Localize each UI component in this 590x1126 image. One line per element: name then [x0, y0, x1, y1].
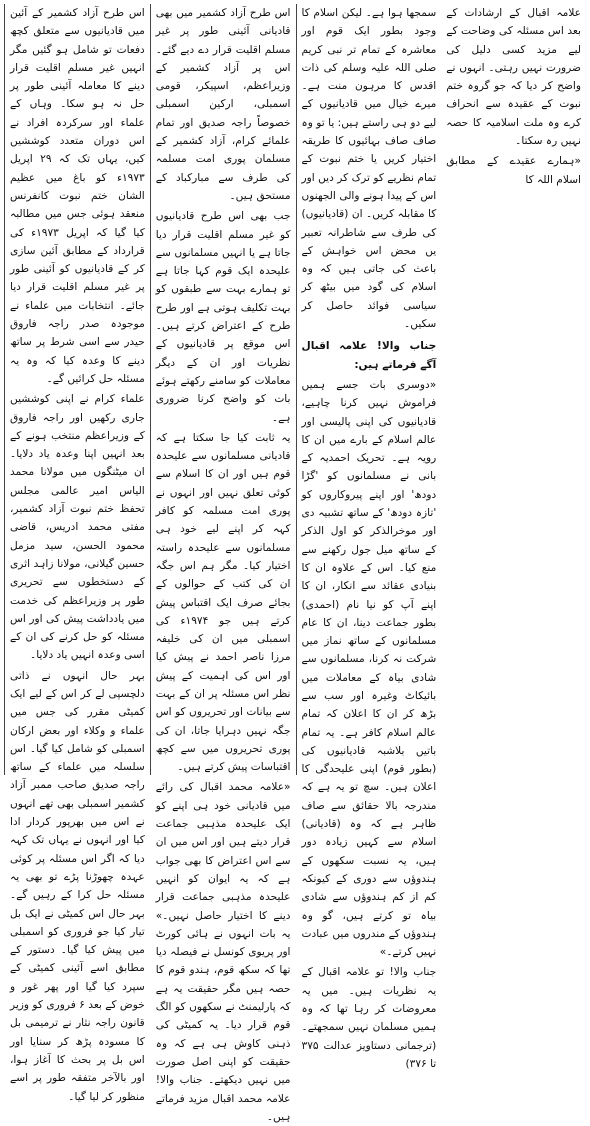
- column-4-paragraph-1: علامہ اقبال کے ارشادات کے بعد اس مسئلہ کی وضاحت کے لیے مزید کسی دلیل کی ضرورت نہیں رہتی۔ انہوں نے واضح کر دیا کہ جو گروہ ختم نبوت کے عقیدہ سے انحراف کرے وہ ملت اسلامیہ کا حصہ نہیں رہ سکتا۔: [446, 7, 581, 148]
- column-1-paragraph-1: اس طرح آزاد کشمیر کے آئین میں قادیانیوں سے متعلق کچھ دفعات تو شامل ہو گئیں مگر انہیں غیر مسلم اقلیت قرار دینے کا معاملہ آئینی طور پر حل نہ ہو سکا۔ وہاں کے علماء اور سرکردہ افراد نے اس دوران متعدد کوششیں کیں، یہاں تک کہ ۲۹ اپریل ۱۹۷۳ء کو باغ میں عظیم الشان ختم نبوت کانفرنس منعقد ہوئی جس میں مطالبہ کیا گیا کہ اپریل ۱۹۷۳ء کی قرارداد کے مطابق آئین سازی کر کے قادیانیوں کو آئینی طور پر غیر مسلم اقلیت قرار دیا جائے۔ انتخابات میں علماء نے موجودہ صدر راجہ فاروق حیدر سے اسی شرط پر ساتھ دینے کا وعدہ کیا کہ وہ یہ مسئلہ حل کرائیں گے۔: [10, 7, 145, 385]
- column-3-paragraph-4: جناب والا! تو علامہ اقبال کے یہ نظریات ہیں۔ میں یہ معروضات کر رہا تھا کہ وہ ہمیں مسلمان نہیں سمجھتے۔ (ترجمانی دستاویز عدالت ۳۷۵ تا ۳۷۶): [301, 966, 437, 1070]
- column-3-lead-in: جناب والا! علامہ اقبال آگے فرماتے ہیں:: [301, 340, 437, 371]
- column-1-paragraph-3: بہر حال انہوں نے ذاتی دلچسپی لے کر اس کے لیے ایک کمیٹی مقرر کی جس میں علماء و وکلاء اور بعض ارکان اسمبلی کو شامل کیا گیا۔ اس سلسلہ میں علماء کے ساتھ راجہ صدیق صاحب ممبر آزاد کشمیر اسمبلی بھی تھے انہوں نے اس میں بھرپور کردار ادا کیا اور انہوں نے یہاں تک کہہ دیا کہ اگر اس مسئلہ پر کوئی عہدہ چھوڑنا پڑے تو بھی یہ مسئلہ حل کرا کے رہیں گے۔ بہر حال اس کمیٹی نے ایک بل تیار کیا جو فروری کو اسمبلی میں پیش کیا گیا۔ دستور کے مطابق اسے آئینی کمیٹی کے سپرد کیا گیا اور پھر غور و خوض کے بعد ۶ فروری کو وزیر قانون راجہ نثار نے ترمیمی بل کا مسودہ پڑھ کر سنایا اور اس بل پر بحث کا آغاز ہوا، اور بالآخر متفقہ طور پر اسے منظور کر لیا گیا۔: [10, 669, 145, 1103]
- column-1: [4, 4, 150, 1103]
- column-3: [296, 4, 442, 1070]
- column-3-quote: «دوسری بات جسے ہمیں فراموش نہیں کرنا چاہیے، قادیانیوں کی اپنی پالیسی اور عالم اسلام کے بارے میں ان کا رویہ ہے۔ تحریک احمدیہ کے بانی نے مسلمانوں کو 'گڑا دودھ' اور اپنے پیروکاروں کو 'تازہ دودھ' کے ساتھ تشبیہ دی اور موخرالذکر کو اول الذکر کے ساتھ میل جول رکھنے سے منع کیا۔ اس کے علاوہ ان کا بنیادی عقائد سے انکار، ان کا اپنے آپ کو نیا نام (احمدی) بطور جماعت دینا، ان کا عام مسلمانوں کے ساتھ نماز میں شرکت نہ کرنا، مسلمانوں سے شادی بیاہ کے معاملات میں بائیکاٹ وغیرہ اور سب سے بڑھ کر ان کا اعلان کہ تمام عالم اسلام کافر ہے۔ یہ تمام باتیں بلاشبہ قادیانیوں کی (بطور قوم) اپنی علیحدگی کا اعلان ہیں۔ سچ تو یہ ہے کہ مندرجہ بالا حقائق سے صاف ظاہر ہے کہ وہ (قادیانی) اسلام سے کہیں زیادہ دور ہیں، یہ نسبت سکھوں کے ہندوؤں سے دوری کے کیونکہ کم از کم ہندوؤں سے شادی بیاہ تو کرتے ہیں، گو وہ ہندوؤں کے مندروں میں عبادت نہیں کرتے۔»: [301, 378, 437, 959]
- column-2-paragraph-1: اس طرح آزاد کشمیر میں بھی قادیانی آئینی طور پر غیر مسلم اقلیت قرار دے دیے گئے۔ اس پر آزاد کشمیر کے وزیراعظم، اسپیکر، قومی اسمبلی، ارکین اسمبلی خصوصاً راجہ صدیق اور تمام علمائے کرام، آزاد کشمیر کے مسلمان پوری امت مسلمہ کی طرف سے مبارکباد کے مستحق ہیں۔: [155, 7, 291, 202]
- column-1-paragraph-2: علماء کرام نے اپنی کوششیں جاری رکھیں اور راجہ فاروق کے وزیراعظم منتخب ہونے کے بعد انہیں اپنا وعدہ یاد دلایا۔ ان میٹنگوں میں مولانا محمد الیاس امیر عالمی مجلس تحفظ ختم نبوت آزاد کشمیر، مفتی محمد ادریس، قاضی محمود الحسن، سید مزمل حسین گیلانی، مولانا زاہد اثری کے دستخطوں سے تحریری طور پر وزیراعظم کی خدمت میں یادداشت پیش کی اور اس مسئلہ کو حل کرنے کی ان کے اسی وعدہ انہیں یاد دلایا۔: [10, 393, 145, 662]
- column-2-quote: «علامہ محمد اقبال کی رائے میں قادیانی خود ہی اپنے کو ایک علیحدہ مذہبی جماعت قرار دیتے ہیں اور اس میں ان سے اس اعتراض کا بھی جواب ہے کہ یہ ایوان کو انہیں علیحدہ مذہبی جماعت قرار دینے کا اختیار حاصل نہیں۔» یہ بات انہوں نے ہائی کورٹ اور پریوی کونسل نے فیصلہ دیا تھا کہ سکھ قوم، ہندو قوم کا حصہ ہیں مگر حقیقت یہ ہے کہ پارلیمنٹ نے سکھوں کو الگ قوم قرار دیا۔ یہ کمیٹی کی ذہنی کاوش ہی ہے کہ وہ حقیقت کو اپنی اصل صورت میں نہیں دیکھتے۔ جناب والا! علامہ محمد اقبال مزید فرماتے ہیں۔: [155, 781, 291, 1123]
- column-4: [441, 4, 586, 775]
- column-4-quote: «ہمارے عقیدے کے مطابق اسلام اللہ کا: [446, 155, 581, 186]
- column-3-paragraph-1: سمجھا ہوا ہے۔ لیکن اسلام کا وجود بطور ایک قوم اور معاشرہ کے تمام تر نبی کریم صلی اللہ علیہ وسلم کی ذات اقدس کا مرہون منت ہے۔ میرے خیال میں قادیانیوں کے لیے دو ہی راستے ہیں: یا تو وہ صاف صاف بہائیوں کا طریقہ اختیار کریں یا ختم نبوت کے تمام نظریے کو ترک کر دیں اور اس کے پیدا ہونے والی الجھنوں کا مقابلہ کریں۔ ان (قادیانیوں) کی طرف سے شاطرانہ تعبیر یں محض اس خواہش کے باعث کی جاتی ہیں کہ وہ اسلام کی گود میں بیٹھ کر سیاسی فوائد حاصل کر سکیں۔: [301, 7, 437, 331]
- column-2-paragraph-2: جب بھی اس طرح قادیانیوں کو غیر مسلم اقلیت قرار دیا جاتا ہے یا انہیں مسلمانوں سے علیحدہ ایک قوم کہا جاتا ہے تو ہمارے بہت سے طبقوں کو بہت تکلیف ہوتی ہے اور طرح طرح کے اعتراض کرتے ہیں۔ اس موقع پر قادیانیوں کے نظریات اور ان کے دیگر معاملات کو سامنے رکھتے ہوئے بات کو واضح کرنا ضروری ہے۔: [155, 210, 291, 424]
- column-2: [150, 4, 296, 1123]
- column-2-paragraph-3: یہ ثابت کیا جا سکتا ہے کہ قادیانی مسلمانوں سے علیحدہ قوم ہیں اور ان کا اسلام سے کوئی تعلق نہیں اور انہوں نے پوری امت مسلمہ کو کافر کہہ کر اپنے لیے خود ہی مسلمانوں سے علیحدہ راستہ اختیار کیا۔ مگر ہم اس جگہ ان کی کتب کے حوالوں کے بجائے صرف ایک اقتباس پیش کرتے ہیں جو ۱۹۷۴ء کی اسمبلی میں ان کی خلیفہ مرزا ناصر احمد نے پیش کیا اور اس کی اہمیت کے پیش نظر اس مسئلہ پر ان کے بہت سے بیانات اور تحریروں کو اس جگہ نہیں دہرایا جاتا، ان کی پوری تحریروں میں سے کچھ اقتباسات پیش کرتے ہیں۔: [155, 431, 291, 774]
